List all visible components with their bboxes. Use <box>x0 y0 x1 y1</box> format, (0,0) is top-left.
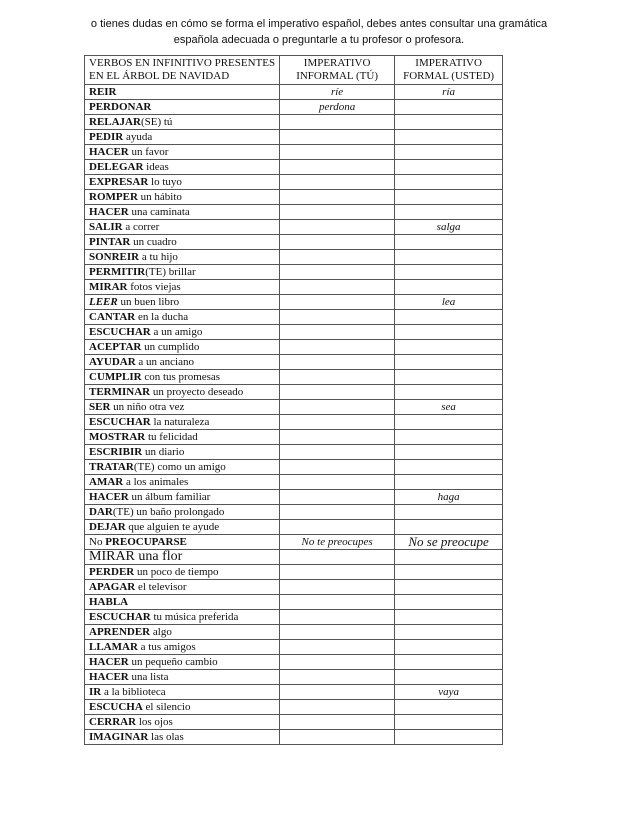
table-row <box>85 325 503 340</box>
verb-infinitive: HACER <box>89 656 129 668</box>
informal-cell <box>280 190 395 205</box>
verb-complement: un cumplido <box>141 341 200 353</box>
verb-infinitive: PEDIR <box>89 131 124 143</box>
formal-cell: ría <box>395 85 503 100</box>
verb-complement: tu música preferida <box>150 611 239 623</box>
table-row <box>85 340 503 355</box>
verb-cell <box>85 85 280 100</box>
verb-cell <box>85 535 280 550</box>
informal-cell: ríe <box>280 85 395 100</box>
informal-cell <box>280 490 395 505</box>
informal-cell <box>280 715 395 730</box>
verb-complement: una lista <box>128 671 169 683</box>
verb-infinitive: ACEPTAR <box>89 341 142 353</box>
verb-cell <box>85 100 280 115</box>
informal-cell <box>280 310 395 325</box>
verb-complement: (TE) como un amigo <box>133 461 226 473</box>
formal-cell <box>395 235 503 250</box>
table-row <box>85 655 503 670</box>
verb-complement: un proyecto deseado <box>150 386 244 398</box>
verb-cell <box>85 670 280 685</box>
header-formal <box>395 56 503 85</box>
table-row <box>85 415 503 430</box>
informal-cell <box>280 355 395 370</box>
table-row <box>85 490 503 505</box>
formal-cell <box>395 580 503 595</box>
informal-cell <box>280 205 395 220</box>
verb-infinitive: REIR <box>89 86 117 98</box>
verb-infinitive: DAR <box>89 506 113 518</box>
verb-complement: un álbum familiar <box>128 491 211 503</box>
verb-complement: tu felicidad <box>145 431 198 443</box>
verb-infinitive: HACER <box>89 491 129 503</box>
verb-cell <box>85 220 280 235</box>
formal-cell <box>395 385 503 400</box>
verb-complement: un poco de tiempo <box>134 566 219 578</box>
verb-infinitive: ESCUCHA <box>89 701 143 713</box>
table-row <box>85 235 503 250</box>
formal-cell <box>395 640 503 655</box>
verb-cell <box>85 325 280 340</box>
formal-cell <box>395 670 503 685</box>
informal-cell <box>280 415 395 430</box>
verb-cell <box>85 310 280 325</box>
verb-prefix: No <box>89 536 106 548</box>
table-row <box>85 145 503 160</box>
verb-infinitive: TRATAR <box>89 461 134 473</box>
formal-cell: sea <box>395 400 503 415</box>
verb-cell <box>85 370 280 385</box>
informal-cell <box>280 460 395 475</box>
verb-infinitive: MIRAR <box>89 549 135 564</box>
verb-complement: un hábito <box>137 191 182 203</box>
verb-cell <box>85 385 280 400</box>
table-row <box>85 85 503 100</box>
informal-cell <box>280 520 395 535</box>
informal-cell <box>280 175 395 190</box>
header-informal-line2: INFORMAL (TÚ) <box>296 70 378 82</box>
formal-cell <box>395 160 503 175</box>
table-row <box>85 130 503 145</box>
table-row <box>85 475 503 490</box>
verb-cell <box>85 505 280 520</box>
verb-complement: a tu hijo <box>139 251 178 263</box>
table-row <box>85 100 503 115</box>
formal-cell <box>395 475 503 490</box>
verb-infinitive: LEER <box>89 296 118 308</box>
table-row <box>85 445 503 460</box>
header-verbs-line2: EN EL ÁRBOL DE NAVIDAD <box>89 70 230 82</box>
verb-cell <box>85 415 280 430</box>
formal-cell <box>395 625 503 640</box>
verb-infinitive: HACER <box>89 671 129 683</box>
formal-cell <box>395 445 503 460</box>
verb-cell <box>85 190 280 205</box>
verb-infinitive: PERMITIR <box>89 266 146 278</box>
informal-cell <box>280 550 395 565</box>
verb-infinitive: RELAJAR <box>89 116 141 128</box>
informal-cell <box>280 445 395 460</box>
verb-cell <box>85 550 280 565</box>
formal-cell: vaya <box>395 685 503 700</box>
verb-cell <box>85 445 280 460</box>
verb-complement: la naturaleza <box>150 416 210 428</box>
verb-complement: un pequeño cambio <box>128 656 218 668</box>
verb-complement: los ojos <box>136 716 173 728</box>
table-row <box>85 640 503 655</box>
informal-cell <box>280 670 395 685</box>
verb-cell <box>85 175 280 190</box>
formal-cell <box>395 565 503 580</box>
intro-text <box>60 16 578 48</box>
verb-cell <box>85 250 280 265</box>
verb-complement: un favor <box>128 146 169 158</box>
informal-cell: perdona <box>280 100 395 115</box>
verb-infinitive: PINTAR <box>89 236 131 248</box>
verb-cell <box>85 595 280 610</box>
header-informal-line1: IMPERATIVO <box>303 57 371 69</box>
verb-infinitive: HABLA <box>89 596 129 608</box>
verb-cell <box>85 265 280 280</box>
formal-cell <box>395 115 503 130</box>
verb-cell <box>85 205 280 220</box>
verb-complement: lo tuyo <box>148 176 182 188</box>
informal-cell <box>280 475 395 490</box>
formal-cell <box>395 250 503 265</box>
table-row <box>85 190 503 205</box>
verb-complement: (TE) un baño prolongado <box>112 506 225 518</box>
informal-cell <box>280 730 395 745</box>
verb-infinitive: EXPRESAR <box>89 176 149 188</box>
verb-infinitive: DELEGAR <box>89 161 144 173</box>
table-row <box>85 685 503 700</box>
informal-cell <box>280 235 395 250</box>
table-header-row <box>85 56 503 85</box>
informal-cell <box>280 250 395 265</box>
verb-complement: un niño otra vez <box>110 401 185 413</box>
table-row <box>85 730 503 745</box>
informal-cell <box>280 115 395 130</box>
formal-cell <box>395 100 503 115</box>
verb-cell <box>85 520 280 535</box>
verb-cell <box>85 130 280 145</box>
verb-complement: el televisor <box>135 581 187 593</box>
verb-complement: (TE) brillar <box>145 266 196 278</box>
verb-infinitive: PERDER <box>89 566 135 578</box>
table-row <box>85 595 503 610</box>
verb-complement: con tus promesas <box>141 371 221 383</box>
verb-complement: a un amigo <box>150 326 203 338</box>
formal-cell: haga <box>395 490 503 505</box>
verb-complement: un cuadro <box>130 236 177 248</box>
header-formal-line1: IMPERATIVO <box>415 57 482 69</box>
verb-infinitive: ROMPER <box>89 191 138 203</box>
verb-complement: las olas <box>148 731 184 743</box>
verb-cell <box>85 295 280 310</box>
formal-cell <box>395 550 503 565</box>
formal-cell <box>395 265 503 280</box>
verb-complement: a un anciano <box>135 356 194 368</box>
informal-cell <box>280 145 395 160</box>
verb-complement: a correr <box>122 221 160 233</box>
informal-cell <box>280 610 395 625</box>
informal-cell <box>280 370 395 385</box>
table-row <box>85 625 503 640</box>
formal-cell <box>395 280 503 295</box>
table-row <box>85 715 503 730</box>
table-row <box>85 370 503 385</box>
informal-cell <box>280 385 395 400</box>
formal-cell <box>395 370 503 385</box>
verb-infinitive: ESCUCHAR <box>89 326 151 338</box>
formal-cell <box>395 175 503 190</box>
table-row <box>85 385 503 400</box>
verb-infinitive: SER <box>89 401 111 413</box>
verb-complement: en la ducha <box>135 311 189 323</box>
informal-cell <box>280 700 395 715</box>
formal-cell <box>395 190 503 205</box>
verb-infinitive: LLAMAR <box>89 641 138 653</box>
informal-cell <box>280 505 395 520</box>
formal-cell: No se preocupe <box>395 535 503 550</box>
verb-cell <box>85 610 280 625</box>
verb-complement: una caminata <box>128 206 190 218</box>
informal-cell <box>280 655 395 670</box>
informal-cell <box>280 400 395 415</box>
verb-cell <box>85 565 280 580</box>
table-row <box>85 115 503 130</box>
informal-cell <box>280 280 395 295</box>
verb-infinitive: HACER <box>89 206 129 218</box>
verb-infinitive: MIRAR <box>89 281 128 293</box>
verb-complement: a la biblioteca <box>101 686 166 698</box>
formal-cell <box>395 430 503 445</box>
formal-cell <box>395 205 503 220</box>
informal-cell <box>280 220 395 235</box>
verb-cell <box>85 730 280 745</box>
table-row <box>85 355 503 370</box>
verb-infinitive: DEJAR <box>89 521 126 533</box>
verb-cell <box>85 580 280 595</box>
verb-cell <box>85 355 280 370</box>
intro-line-2: española adecuada o preguntarle a tu profesor o profesora. <box>173 34 465 46</box>
intro-line-1: o tienes dudas en cómo se forma el imperativo español, debes antes consultar una gramática <box>90 18 548 30</box>
verb-cell <box>85 715 280 730</box>
verb-cell <box>85 430 280 445</box>
formal-cell: salga <box>395 220 503 235</box>
informal-cell <box>280 340 395 355</box>
verb-infinitive: AMAR <box>89 476 124 488</box>
verb-infinitive: PERDONAR <box>89 101 152 113</box>
verb-complement: a tus amigos <box>137 641 196 653</box>
formal-cell <box>395 520 503 535</box>
formal-cell <box>395 715 503 730</box>
verb-infinitive: ESCUCHAR <box>89 416 151 428</box>
formal-cell <box>395 460 503 475</box>
verb-cell <box>85 460 280 475</box>
verb-cell <box>85 160 280 175</box>
verb-complement: algo <box>150 626 172 638</box>
table-row <box>85 430 503 445</box>
table-row <box>85 310 503 325</box>
verb-infinitive: MOSTRAR <box>89 431 146 443</box>
verb-cell <box>85 700 280 715</box>
header-formal-line2: FORMAL (USTED) <box>403 70 495 82</box>
table-row <box>85 670 503 685</box>
informal-cell <box>280 325 395 340</box>
informal-cell <box>280 565 395 580</box>
informal-cell <box>280 265 395 280</box>
verb-infinitive: CUMPLIR <box>89 371 142 383</box>
verb-cell <box>85 280 280 295</box>
table-row <box>85 700 503 715</box>
informal-cell <box>280 430 395 445</box>
verb-complement: un diario <box>142 446 185 458</box>
table-row <box>85 460 503 475</box>
formal-cell <box>395 700 503 715</box>
informal-cell <box>280 160 395 175</box>
verb-infinitive: APAGAR <box>89 581 136 593</box>
table-row <box>85 610 503 625</box>
table-row <box>85 295 503 310</box>
header-verbs-line1: VERBOS EN INFINITIVO PRESENTES <box>89 57 276 69</box>
formal-cell <box>395 325 503 340</box>
verb-infinitive: IMAGINAR <box>89 731 149 743</box>
table-row <box>85 580 503 595</box>
verb-infinitive: IR <box>89 686 102 698</box>
verb-complement: una flor <box>134 549 183 564</box>
verb-infinitive: ESCUCHAR <box>89 611 151 623</box>
verb-cell <box>85 400 280 415</box>
verb-cell <box>85 475 280 490</box>
verb-complement: un buen libro <box>117 296 180 308</box>
verb-complement: que alguien te ayude <box>125 521 220 533</box>
verb-cell <box>85 685 280 700</box>
table-row <box>85 550 503 565</box>
formal-cell <box>395 595 503 610</box>
table-row <box>85 205 503 220</box>
table-row <box>85 520 503 535</box>
table-row <box>85 250 503 265</box>
formal-cell <box>395 505 503 520</box>
formal-cell <box>395 310 503 325</box>
table-row <box>85 535 503 550</box>
table-row <box>85 175 503 190</box>
verb-infinitive: SONREIR <box>89 251 140 263</box>
table-row <box>85 505 503 520</box>
informal-cell <box>280 625 395 640</box>
verb-cell <box>85 115 280 130</box>
verb-cell <box>85 145 280 160</box>
verb-infinitive: APRENDER <box>89 626 151 638</box>
informal-cell: No te preocupes <box>280 535 395 550</box>
formal-cell <box>395 340 503 355</box>
informal-cell <box>280 295 395 310</box>
verb-infinitive: ESCRIBIR <box>89 446 143 458</box>
verb-infinitive: HACER <box>89 146 129 158</box>
formal-cell <box>395 145 503 160</box>
verb-infinitive: CANTAR <box>89 311 136 323</box>
verb-infinitive: TERMINAR <box>89 386 151 398</box>
verb-cell <box>85 235 280 250</box>
verb-complement: a los animales <box>123 476 189 488</box>
informal-cell <box>280 685 395 700</box>
formal-cell <box>395 130 503 145</box>
table-row <box>85 160 503 175</box>
imperative-table <box>84 55 503 745</box>
formal-cell <box>395 655 503 670</box>
header-verbs <box>85 56 280 85</box>
table-row <box>85 220 503 235</box>
formal-cell <box>395 730 503 745</box>
verb-infinitive: PREOCUPARSE <box>105 536 187 548</box>
informal-cell <box>280 130 395 145</box>
table-row <box>85 565 503 580</box>
table-row <box>85 265 503 280</box>
verb-cell <box>85 340 280 355</box>
formal-cell <box>395 415 503 430</box>
table-row <box>85 400 503 415</box>
informal-cell <box>280 640 395 655</box>
formal-cell <box>395 355 503 370</box>
verb-cell <box>85 640 280 655</box>
verb-infinitive: AYUDAR <box>89 356 136 368</box>
formal-cell: lea <box>395 295 503 310</box>
informal-cell <box>280 595 395 610</box>
verb-complement: ideas <box>143 161 169 173</box>
verb-cell <box>85 655 280 670</box>
verb-cell <box>85 490 280 505</box>
verb-infinitive: SALIR <box>89 221 123 233</box>
verb-infinitive: CERRAR <box>89 716 137 728</box>
verb-complement: ayuda <box>123 131 153 143</box>
verb-cell <box>85 625 280 640</box>
header-informal <box>280 56 395 85</box>
table-row <box>85 280 503 295</box>
informal-cell <box>280 580 395 595</box>
formal-cell <box>395 610 503 625</box>
verb-complement: el silencio <box>142 701 191 713</box>
verb-complement: fotos viejas <box>127 281 181 293</box>
verb-complement: (SE) tú <box>140 116 173 128</box>
